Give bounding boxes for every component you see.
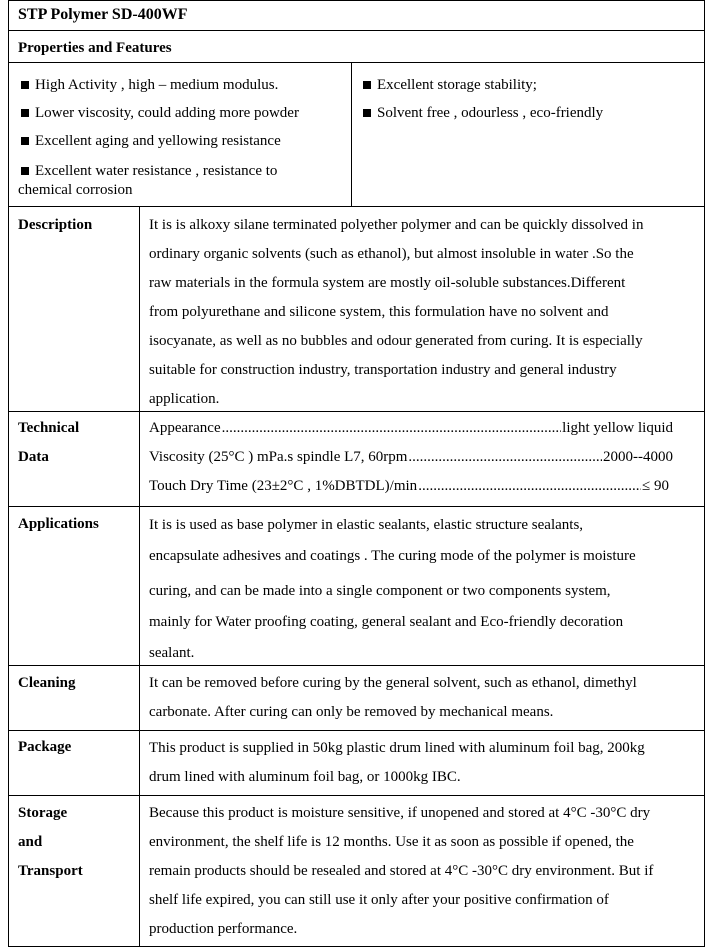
divider [9,506,704,507]
divider [9,411,704,412]
package-text: This product is supplied in 50kg plastic drum lined with aluminum foil bag, 200kg drum lined with aluminum foil bag, or 1000kg IBC. [149,740,645,785]
feature-item: High Activity , high – medium modulus. [21,76,347,95]
cleaning-text: It can be removed before curing by the general solvent, such as ethanol, dimethyl carbonate. After curing can only be removed by mechanical means. [149,675,637,720]
feature-item: Excellent aging and yellowing resistance [21,132,347,151]
spec-row: Touch Dry Time (23±2°C , 1%DBTDL)/min ..... ≤ 90 [149,472,673,501]
datasheet-table [8,0,705,947]
section-heading-properties: Properties and Features [18,40,172,56]
bullet-square-icon [363,109,371,117]
divider [9,730,704,731]
divider [9,665,704,666]
applications-text: It is is used as base polymer in elastic sealants, elastic structure sealants, encapsulate adhesives and coatings . The curing mode of the polymer is moisture curing, and can be made into a single component or two components system, mainly for Water proofing coating, general sealant and Eco-friendly decoration sealant. [149,517,636,661]
label-cleaning: Cleaning [18,675,76,691]
label-package: Package [18,739,72,755]
label-description: Description [18,217,93,233]
divider [9,795,704,796]
bullet-square-icon [21,137,29,145]
spec-row: Viscosity (25°C ) mPa.s spindle L7, 60rpm ..... 2000--4000 [149,443,673,472]
divider [9,62,704,63]
dot-leader [418,472,641,501]
column-divider [351,62,352,206]
feature-item: Excellent storage stability; [363,76,693,95]
bullet-square-icon [21,81,29,89]
storage-text: Because this product is moisture sensitive, if unopened and stored at 4°C -30°C dry environment, the shelf life is 12 months. Use it as soon as possible if opened, the remain products should be resealed and stored at 4°C -30°C dry environment. But if shelf life expired, you can still use it only after your positive confirmation of production performance. [149,805,654,937]
label-applications: Applications [18,516,99,532]
description-text: It is is alkoxy silane terminated polyether polymer and can be quickly dissolved in ordinary organic solvents (such as ethanol), but almost insoluble in water .So the raw materials in the formula system are mostly oil-soluble substances.Different from polyurethane and silicone system, this formulation have no solvent and isocyanate, as well as no bubbles and odour generated from curing. It is especially suitable for construction industry, transportation industry and general industry application. [149,217,644,407]
divider [9,30,704,31]
spec-row: Appearance ..... light yellow liquid [149,414,673,443]
product-title: STP Polymer SD-400WF [18,6,188,23]
bullet-square-icon [21,109,29,117]
feature-item: Solvent free , odourless , eco-friendly [363,104,693,123]
feature-item: Lower viscosity, could adding more powder [21,104,347,123]
label-technical-data: Technical Data [18,420,80,465]
dot-leader [222,414,562,443]
label-storage-transport: Storage and Transport [18,805,83,879]
bullet-square-icon [363,81,371,89]
divider [9,206,704,207]
feature-item: Excellent water resistance , resistance to chemical corrosion [18,163,278,198]
label-column-divider [139,206,140,947]
dot-leader [408,443,602,472]
bullet-square-icon [21,167,29,175]
technical-data-table [149,414,673,501]
